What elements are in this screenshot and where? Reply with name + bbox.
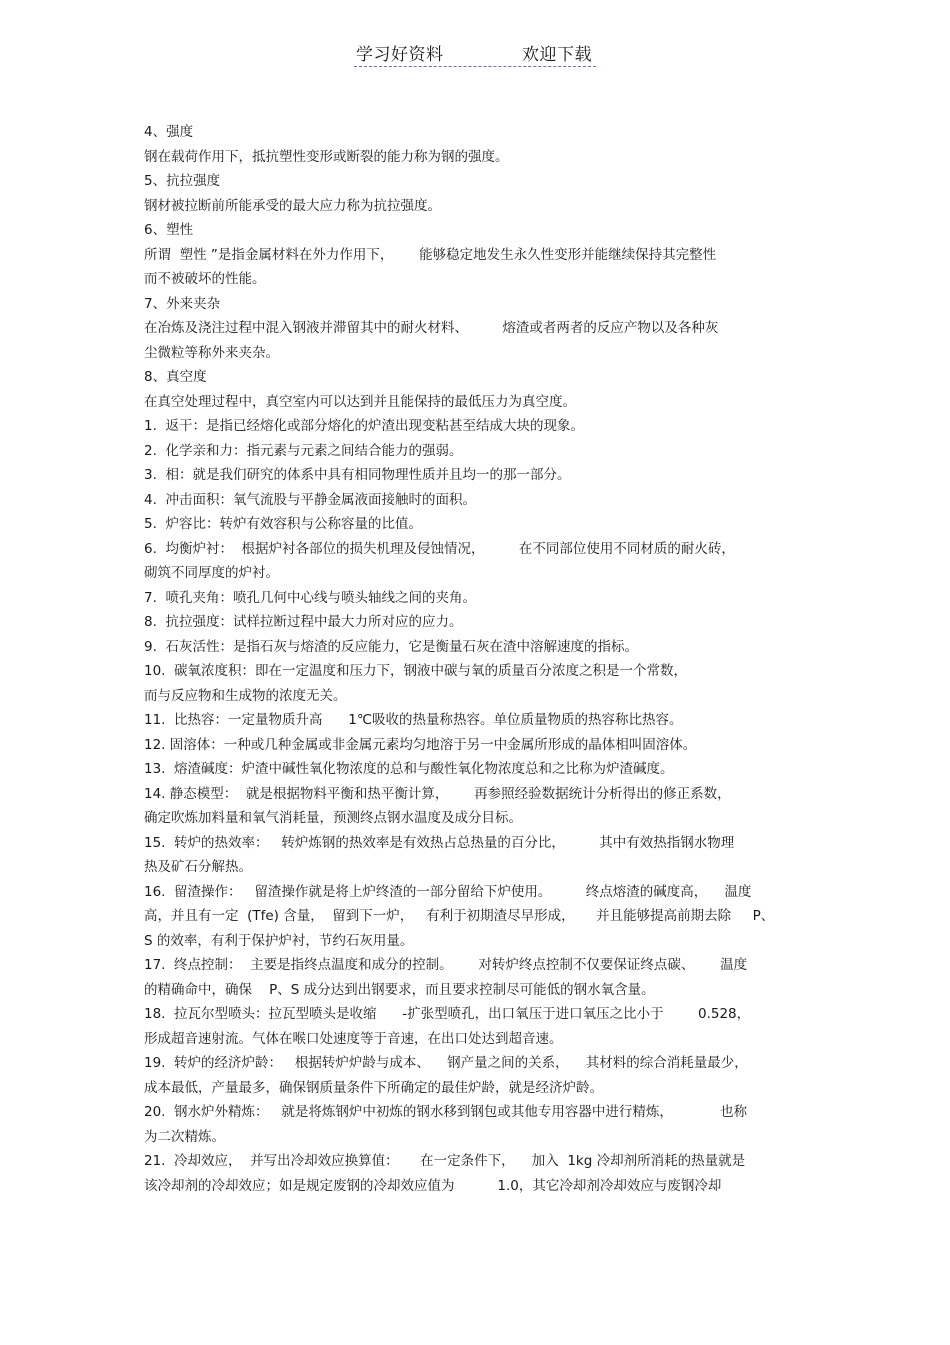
list-item-continuation: 确定吹炼加料量和氧气消耗量，预测终点钢水温度及成分目标。 <box>144 810 522 826</box>
text-line: 而不被破坏的性能。 <box>144 271 266 287</box>
list-item-continuation: 热及矿石分解热。 <box>144 859 252 875</box>
text-line: 尘微粒等称外来夹杂。 <box>144 344 279 361</box>
heading-external-inclusion: 7、外来夹杂 <box>144 295 221 312</box>
list-item: 20. 钢水炉外精炼： 就是将炼钢炉中初炼的钢水移到钢包或其他专用容器中进行精炼， 也称 <box>144 1104 748 1120</box>
list-item-continuation: 形成超音速射流。气体在喉口处速度等于音速，在出口处达到超音速。 <box>144 1030 563 1047</box>
list-item: 19. 转炉的经济炉龄： 根据转炉炉龄与成本、 钢产量之间的关系， 其材料的综合消耗量最少， <box>144 1055 748 1071</box>
list-item-continuation: 的精确命中，确保 P、S 成分达到出钢要求，而且要求控制尽可能低的钢水氧含量。 <box>144 981 655 998</box>
list-item: 14. 静态模型： 就是根据物料平衡和热平衡计算， 再参照经验数据统计分析得出的修正系数， <box>144 785 731 802</box>
list-item: 5. 炉容比：转炉有效容积与公称容量的比值。 <box>144 516 422 532</box>
text-line: 在真空处理过程中，真空室内可以达到并且能保持的最低压力为真空度。 <box>144 393 576 410</box>
text-line: 钢材被拉断前所能承受的最大应力称为抗拉强度。 <box>144 197 441 214</box>
heading-strength: 4、强度 <box>144 124 194 140</box>
page-header <box>354 40 596 67</box>
list-item: 18. 拉瓦尔型喷头：拉瓦型喷头是收缩 -扩张型喷孔，出口氧压于进口氧压之比小于 0.528， <box>144 1006 751 1022</box>
heading-plasticity: 6、塑性 <box>144 222 194 238</box>
document-body <box>144 120 814 1198</box>
list-item: 9. 石灰活性：是指石灰与熔渣的反应能力，它是衡量石灰在渣中溶解速度的指标。 <box>144 638 638 655</box>
text-line: 所谓 塑性 ”是指金属材料在外力作用下， 能够稳定地发生永久性变形并能继续保持其完整性 <box>144 246 717 263</box>
list-item: 8. 抗拉强度：试样拉断过程中最大力所对应的应力。 <box>144 614 463 630</box>
heading-vacuum-degree: 8、真空度 <box>144 369 207 385</box>
text-line: 钢在载荷作用下，抵抗塑性变形或断裂的能力称为钢的强度。 <box>144 148 509 165</box>
list-item-continuation: S 的效率，有利于保护炉衬，节约石灰用量。 <box>144 932 414 949</box>
list-item-continuation: 高，并且有一定 (Tfe) 含量， 留到下一炉， 有利于初期渣尽早形成， 并且能够提高前期去除 P、 <box>144 908 775 924</box>
list-item: 15. 转炉的热效率： 转炉炼钢的热效率是有效热占总热量的百分比， 其中有效热指钢水物理 <box>144 834 735 851</box>
header-title-left: 学习好资料 <box>356 45 444 65</box>
list-item: 2. 化学亲和力：指元素与元素之间结合能力的强弱。 <box>144 442 463 459</box>
list-item-continuation: 成本最低，产量最多，确保钢质量条件下所确定的最佳炉龄，就是经济炉龄。 <box>144 1079 603 1096</box>
list-item: 13. 熔渣碱度：炉渣中碱性氧化物浓度的总和与酸性氧化物浓度总和之比称为炉渣碱度。 <box>144 761 674 777</box>
list-item-continuation: 该冷却剂的冷却效应；如是规定废钢的冷却效应值为 1.0，其它冷却剂冷却效应与废钢冷却 <box>144 1177 722 1194</box>
heading-tensile-strength: 5、抗拉强度 <box>144 173 221 189</box>
list-item: 1. 返干：是指已经熔化或部分熔化的炉渣出现变粘甚至结成大块的现象。 <box>144 418 584 434</box>
list-item: 16. 留渣操作： 留渣操作就是将上炉终渣的一部分留给下炉使用。 终点熔渣的碱度高， 温度 <box>144 883 752 900</box>
list-item: 17. 终点控制： 主要是指终点温度和成分的控制。 对转炉终点控制不仅要保证终点碳、 温度 <box>144 957 748 973</box>
list-item: 10. 碳氧浓度积：即在一定温度和压力下，钢液中碳与氧的质量百分浓度之积是一个常数， <box>144 663 688 679</box>
list-item-continuation: 砌筑不同厚度的炉衬。 <box>144 565 279 581</box>
list-item: 6. 均衡炉衬： 根据炉衬各部位的损失机理及侵蚀情况， 在不同部位使用不同材质的耐火砖， <box>144 540 735 557</box>
list-item: 12. 固溶体：一种或几种金属或非金属元素均匀地溶于另一中金属所形成的晶体相叫固溶体。 <box>144 736 697 753</box>
list-item: 7. 喷孔夹角：喷孔几何中心线与喷头轴线之间的夹角。 <box>144 589 476 606</box>
list-item-continuation: 而与反应物和生成物的浓度无关。 <box>144 687 347 704</box>
list-item: 11. 比热容：一定量物质升高 1℃吸收的热量称热容。单位质量物质的热容称比热容。 <box>144 712 683 728</box>
list-item: 3. 相：就是我们研究的体系中具有相同物理性质并且均一的那一部分。 <box>144 467 571 483</box>
text-line: 在冶炼及浇注过程中混入钢液并滞留其中的耐火材料、 熔渣或者两者的反应产物以及各种灰 <box>144 320 719 336</box>
list-item: 21. 冷却效应， 并写出冷却效应换算值： 在一定条件下， 加入 1kg 冷却剂所消耗的热量就是 <box>144 1153 746 1169</box>
list-item-continuation: 为二次精炼。 <box>144 1128 225 1145</box>
list-item: 4. 冲击面积：氧气流股与平静金属液面接触时的面积。 <box>144 491 476 508</box>
header-title-right: 欢迎下载 <box>522 45 592 65</box>
